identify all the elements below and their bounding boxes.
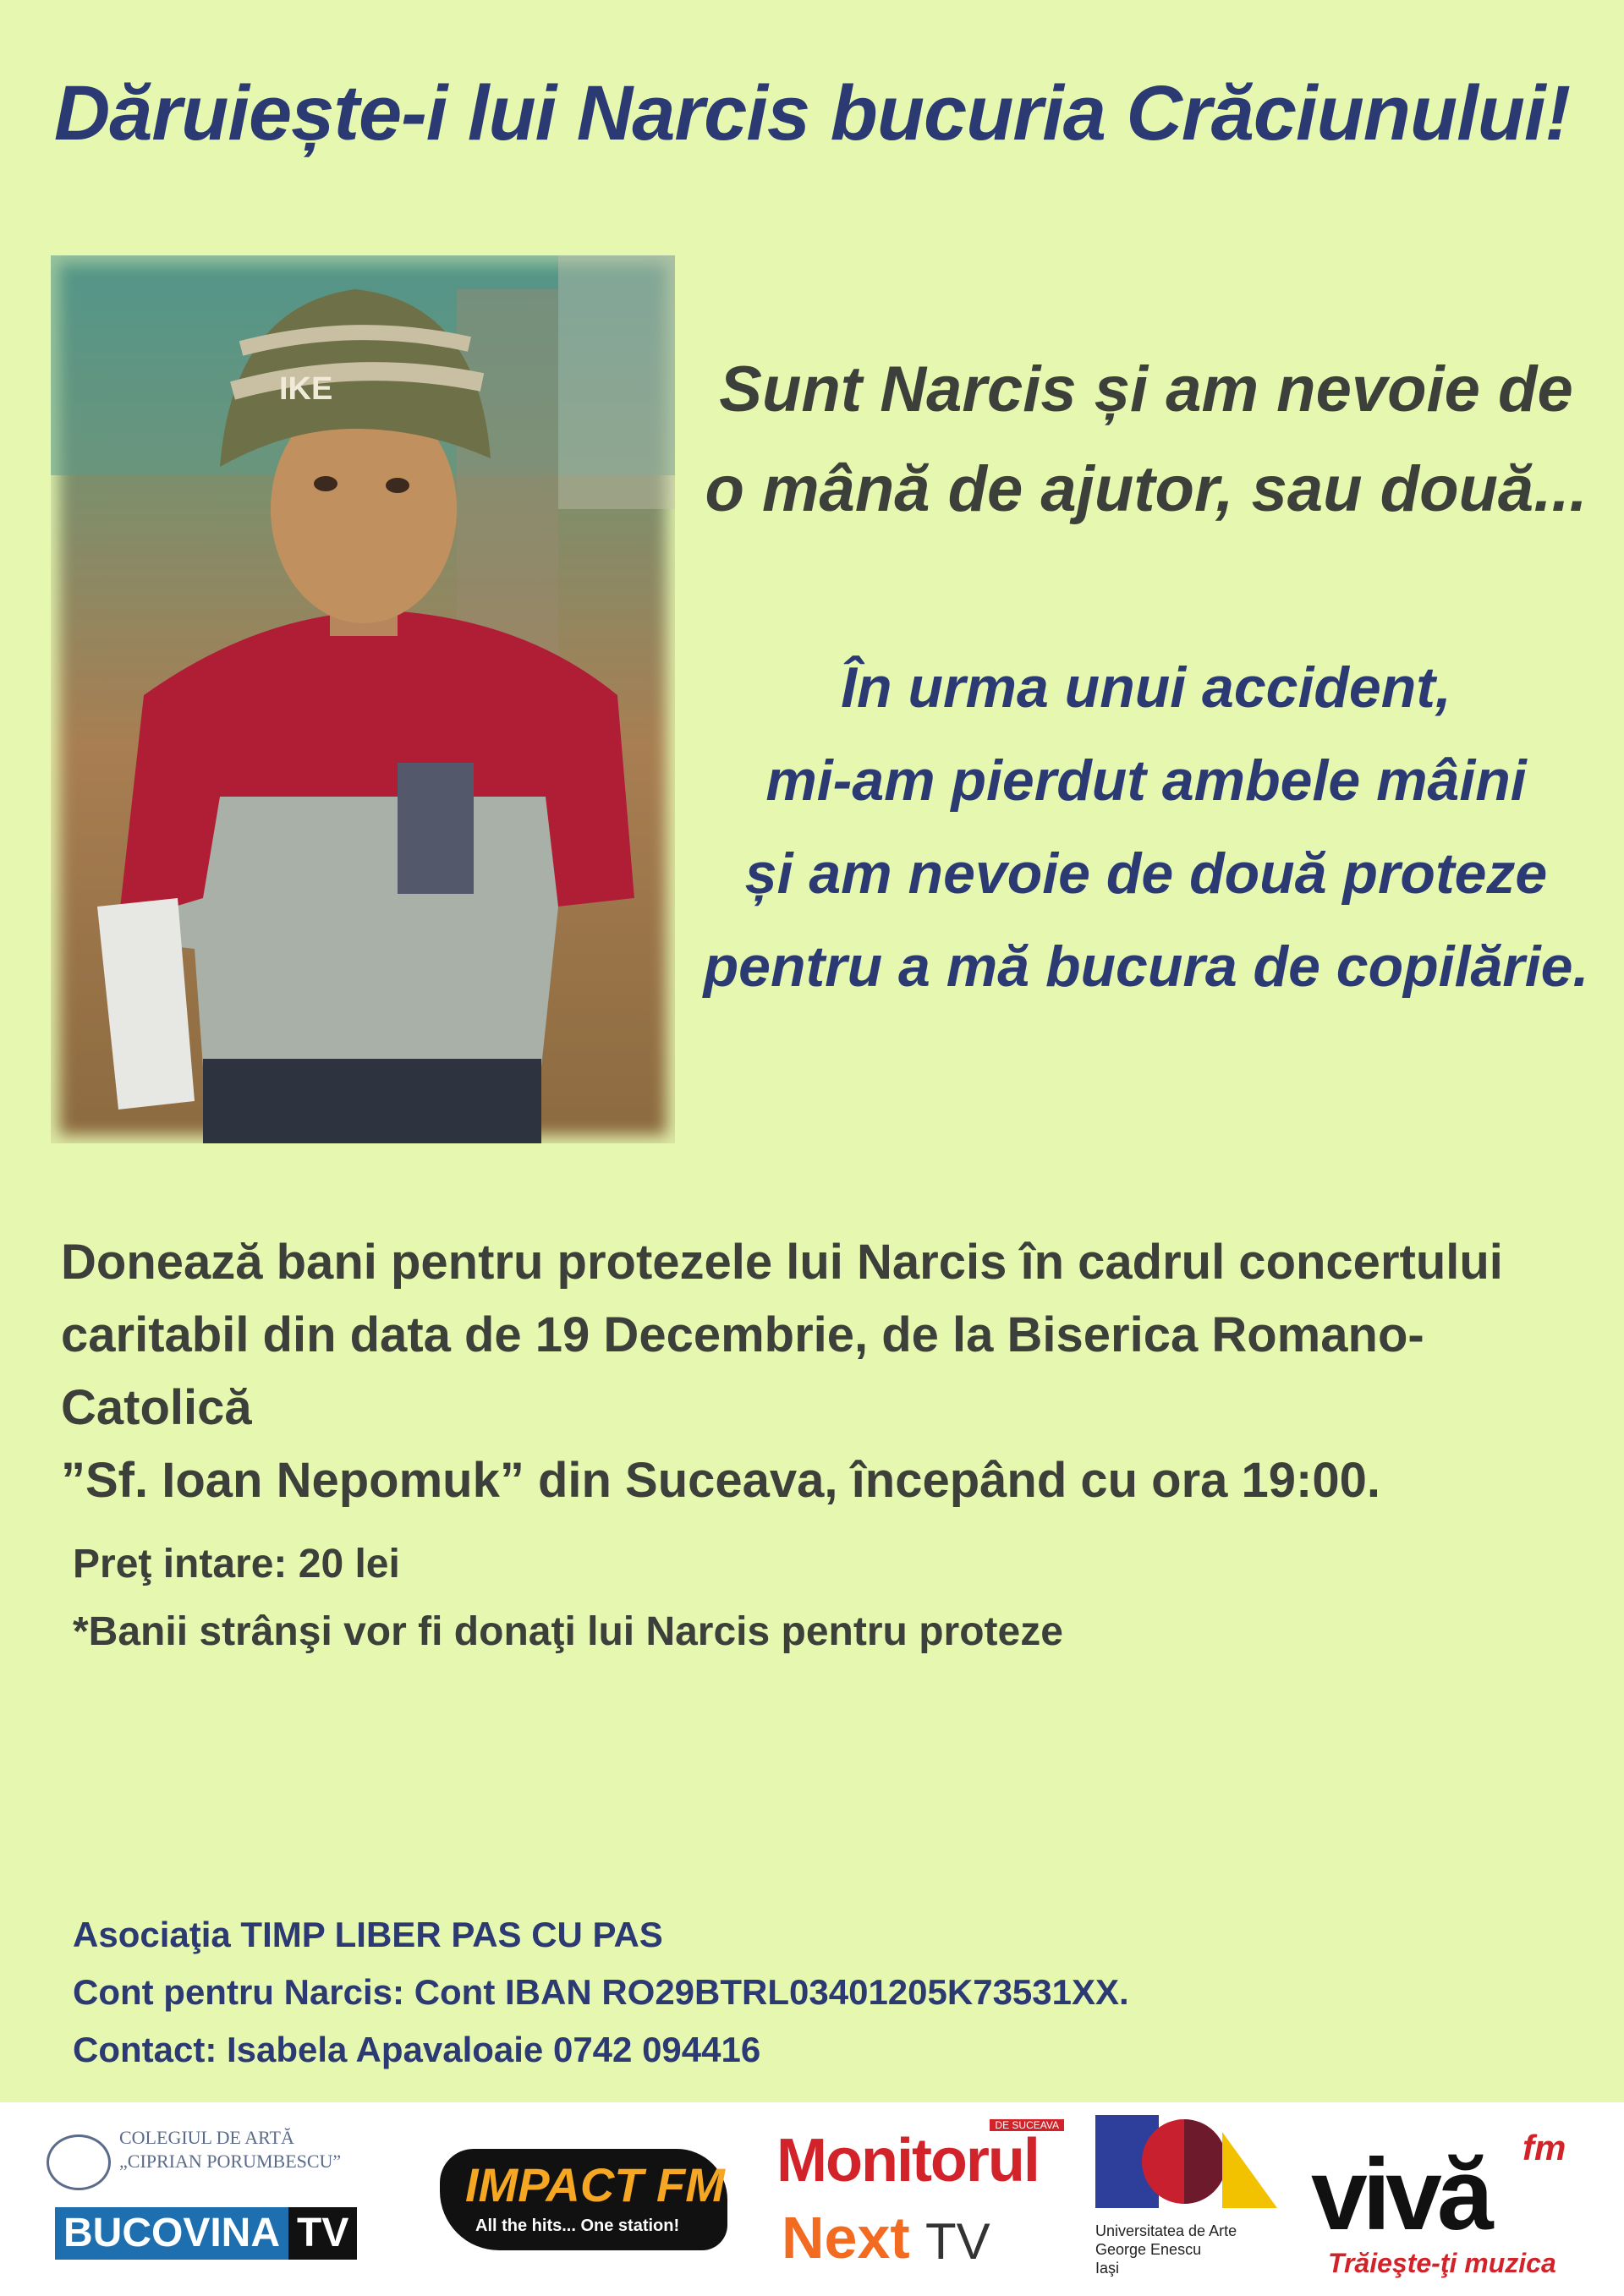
contact-line: Contact: Isabela Apavaloaie 0742 094416	[73, 2030, 761, 2069]
unarte-emblem-icon	[1095, 2115, 1281, 2217]
monitorul-name: Monitorul	[776, 2127, 1039, 2195]
page-title: Dăruiește-i lui Narcis bucuria Crăciunului!	[53, 70, 1571, 156]
impact-fm-logo	[440, 2149, 727, 2250]
viva-name: vivă	[1311, 2138, 1489, 2251]
intro-line-1: Sunt Narcis și am nevoie de	[719, 353, 1573, 425]
unarte-line-3: Iaşi	[1095, 2260, 1120, 2277]
donation-note: *Banii strânşi vor fi donaţi lui Narcis pentru proteze	[73, 1609, 1063, 1654]
association-name: Asociaţia TIMP LIBER PAS CU PAS	[73, 1915, 663, 1954]
intro-text	[677, 340, 1616, 540]
iban-line: Cont pentru Narcis: Cont IBAN RO29BTRL03401205K73531XX.	[73, 1972, 1129, 2012]
unarte-logo	[1095, 2115, 1281, 2284]
colegiu-line-2: „CIPRIAN PORUMBESCU”	[119, 2151, 342, 2172]
colegiu-logo	[47, 2126, 410, 2253]
sponsor-bar	[0, 2102, 1624, 2296]
bucovina-tv-logo	[55, 2207, 357, 2260]
price-line: Preţ intare: 20 lei	[73, 1542, 400, 1586]
concert-line-1: Donează bani pentru protezele lui Narcis în cadrul concertului	[61, 1235, 1503, 1290]
bucovina-tv-text: TV	[288, 2207, 357, 2260]
concert-line-2: caritabil din data de 19 Decembrie, de la Biserica Romano-Catolică	[61, 1307, 1424, 1435]
monitorul-logo	[776, 2119, 1064, 2280]
story-line-3: și am nevoie de două proteze	[744, 841, 1548, 906]
intro-line-2: o mână de ajutor, sau două...	[705, 453, 1588, 525]
next-text: Next	[782, 2205, 910, 2271]
unarte-line-2: George Enescu	[1095, 2241, 1202, 2258]
hat-logo: IKE	[279, 371, 333, 407]
story-line-2: mi-am pierdut ambele mâini	[765, 748, 1527, 813]
concert-info	[61, 1226, 1600, 1517]
monitorul-small: DE SUCEAVA	[990, 2119, 1064, 2131]
unarte-line-1: Universitatea de Arte	[1095, 2222, 1237, 2239]
concert-line-3: ”Sf. Ioan Nepomuk” din Suceava, începând cu ora 19:00.	[61, 1453, 1380, 1508]
viva-tagline: Trăieşte-ţi muzica	[1328, 2248, 1556, 2278]
price-info	[73, 1531, 1063, 1666]
narcis-photo	[51, 255, 675, 1143]
impact-fm-name: IMPACT FM	[465, 2158, 725, 2211]
viva-fm-logo	[1311, 2128, 1599, 2288]
bank-info	[73, 1906, 1129, 2079]
colegiu-line-1: COLEGIUL DE ARTĂ	[119, 2127, 294, 2148]
story-line-4: pentru a mă bucura de copilărie.	[703, 934, 1589, 999]
story-line-1: În urma unui accident,	[841, 655, 1451, 720]
viva-fm-text: fm	[1522, 2128, 1566, 2167]
next-tv-text: TV	[925, 2213, 990, 2270]
story-text	[677, 641, 1616, 1013]
note-icon	[47, 2134, 111, 2190]
bucovina-text: BUCOVINA	[55, 2207, 288, 2260]
impact-fm-slogan: All the hits... One station!	[475, 2217, 680, 2235]
